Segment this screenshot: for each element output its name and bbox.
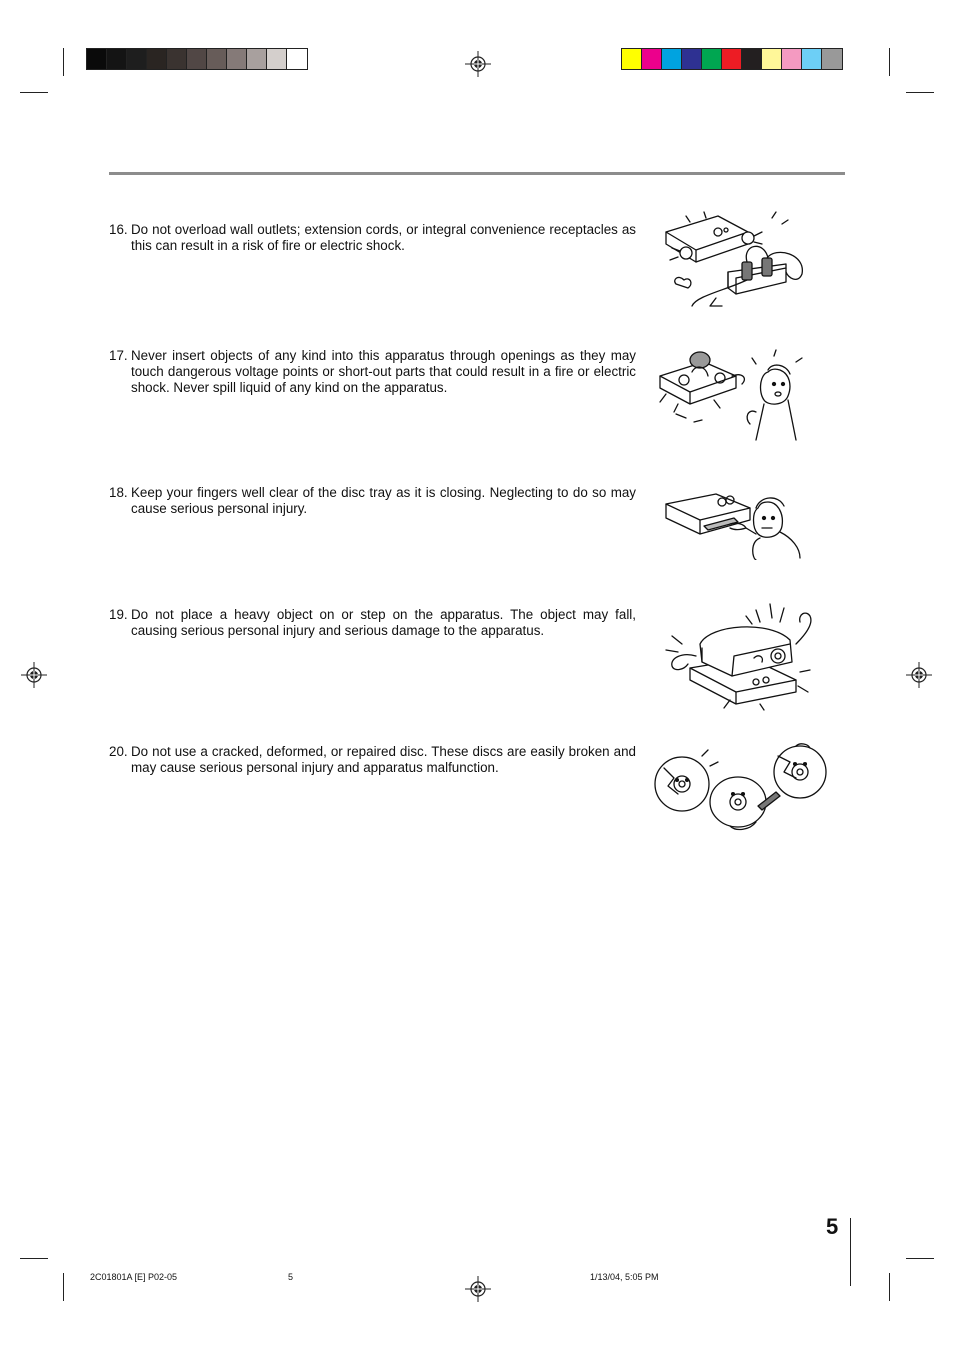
crop-mark	[906, 1258, 934, 1259]
damaged-disc-illustration	[650, 742, 830, 834]
crop-mark	[906, 92, 934, 93]
grayscale-color-bar	[86, 48, 308, 70]
item-text: Do not place a heavy object on or step on the apparatus. The object may fall, causing serious personal injury and serious damage to the apparatus.	[131, 607, 636, 638]
color-swatch	[762, 49, 782, 69]
color-swatch	[802, 49, 822, 69]
color-swatch	[247, 49, 267, 69]
registration-mark-icon	[906, 662, 932, 688]
color-swatch	[127, 49, 147, 69]
spilled-liquid-illustration	[656, 348, 806, 442]
header-rule	[109, 172, 845, 175]
process-color-bar	[621, 48, 843, 70]
item-number: 16.	[109, 222, 128, 237]
color-swatch	[287, 49, 307, 69]
color-swatch	[742, 49, 762, 69]
color-swatch	[87, 49, 107, 69]
footer-timestamp: 1/13/04, 5:05 PM	[590, 1272, 659, 1282]
color-swatch	[642, 49, 662, 69]
safety-item-16	[109, 222, 636, 254]
registration-mark-icon	[465, 51, 491, 77]
safety-item-17	[109, 348, 636, 396]
color-swatch	[147, 49, 167, 69]
registration-mark-icon	[465, 1276, 491, 1302]
color-swatch	[822, 49, 842, 69]
page-number: 5	[826, 1214, 839, 1239]
safety-item-20	[109, 744, 636, 776]
color-swatch	[722, 49, 742, 69]
color-swatch	[682, 49, 702, 69]
overloaded-outlet-illustration	[656, 210, 808, 310]
safety-item-18	[109, 485, 636, 517]
crop-mark	[20, 92, 48, 93]
footer-page: 5	[288, 1272, 294, 1282]
crop-mark	[20, 1258, 48, 1259]
color-swatch	[622, 49, 642, 69]
crop-mark	[63, 48, 64, 76]
page-number-bar	[850, 1218, 851, 1286]
safety-item-19	[109, 607, 636, 639]
crop-mark	[63, 1273, 64, 1301]
item-text: Never insert objects of any kind into this apparatus through openings as they may touch dangerous voltage points or short-out parts that could result in a fire or electric shock. Never spill liquid of any kind on the apparatus.	[131, 348, 636, 395]
heavy-object-illustration	[660, 600, 816, 712]
color-swatch	[187, 49, 207, 69]
item-number: 19.	[109, 607, 128, 622]
color-swatch	[107, 49, 127, 69]
item-number: 20.	[109, 744, 128, 759]
registration-mark-icon	[21, 662, 47, 688]
item-text: Do not use a cracked, deformed, or repaired disc. These discs are easily broken and may cause serious personal injury and apparatus malfunction.	[131, 744, 636, 775]
color-swatch	[167, 49, 187, 69]
item-number: 18.	[109, 485, 128, 500]
footer-file-name: 2C01801A [E] P02-05	[90, 1272, 178, 1282]
color-swatch	[227, 49, 247, 69]
color-swatch	[782, 49, 802, 69]
item-text: Do not overload wall outlets; extension cords, or integral convenience receptacles as this can result in a risk of fire or electric shock.	[131, 222, 636, 253]
color-swatch	[702, 49, 722, 69]
crop-mark	[889, 1273, 890, 1301]
color-swatch	[207, 49, 227, 69]
item-text: Keep your fingers well clear of the disc tray as it is closing. Neglecting to do so may cause serious personal injury.	[131, 485, 636, 516]
color-swatch	[662, 49, 682, 69]
color-swatch	[267, 49, 287, 69]
disc-tray-finger-illustration	[660, 488, 805, 560]
item-number: 17.	[109, 348, 128, 363]
crop-mark	[889, 48, 890, 76]
